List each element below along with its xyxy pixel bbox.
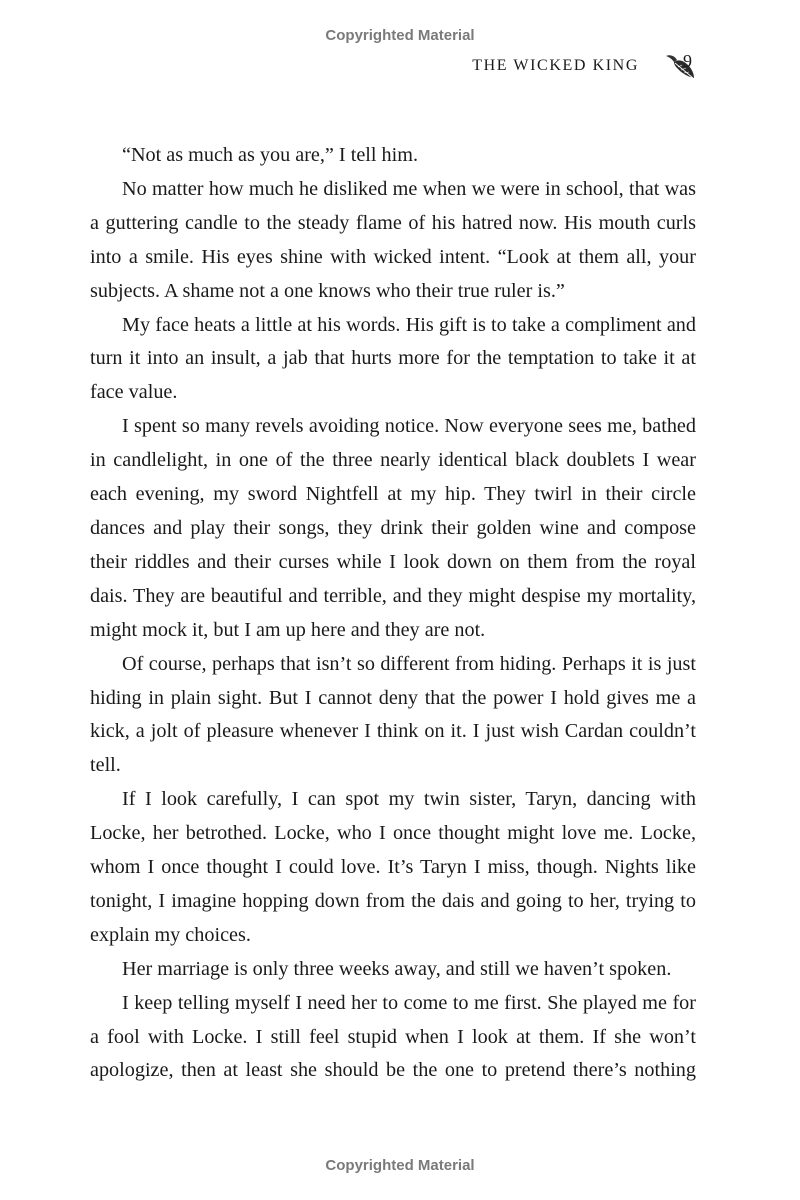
paragraph: If I look carefully, I can spot my twin sister, Taryn, dancing with Locke, her betrothed. Locke, who I once thought might love me. Locke, whom I once thought I could love. It’s Taryn I miss, though. Nights like tonight, I imagine hopping down from the dais and going to her, trying to explain my choices. — [90, 788, 696, 946]
paragraph: I spent so many revels avoiding notice. Now everyone sees me, bathed in candlelight, in one of the three nearly identical black doublets I wear each evening, my sword Nightfell at my hip. They twirl in their circle dances and play their songs, they drink their golden wine and compose their riddles and their curses while I look down on them from the royal dais. They are beautiful and terrible, and they might despise my mortality, might mock it, but I am up here and they are not. — [90, 415, 696, 641]
running-header — [472, 51, 697, 81]
copyright-watermark-bottom: Copyrighted Material — [325, 1157, 475, 1174]
paragraph: Of course, perhaps that isn’t so different from hiding. Perhaps it is just hiding in plain sight. But I cannot deny that the power I hold gives me a kick, a jolt of pleasure whenever I think on it. I just wish Cardan couldn’t tell. — [90, 652, 696, 777]
chapter-body-text — [90, 139, 696, 1088]
paragraph: I keep telling myself I need her to come to me first. She played me for a fool with Locke. I still feel stupid when I look at them. If she won’t apologize, then at least she should be the one to pretend there’s nothing — [90, 991, 696, 1082]
copyright-watermark-top: Copyrighted Material — [325, 27, 475, 44]
paragraph: No matter how much he disliked me when we were in school, that was a guttering candle to the steady flame of his hatred now. His mouth curls into a smile. His eyes shine with wicked intent. “Look at them all, your subjects. A shame not a one knows who their true ruler is.” — [90, 177, 696, 302]
paragraph: My face heats a little at his words. His gift is to take a compliment and turn it into an insult, a jab that hurts more for the temptation to take it at face value. — [90, 313, 696, 404]
paragraph: Her marriage is only three weeks away, and still we haven’t spoken. — [122, 957, 672, 980]
book-title: THE WICKED KING — [472, 57, 639, 74]
page-number: 9 — [683, 51, 692, 71]
paragraph: “Not as much as you are,” I tell him. — [122, 144, 418, 166]
